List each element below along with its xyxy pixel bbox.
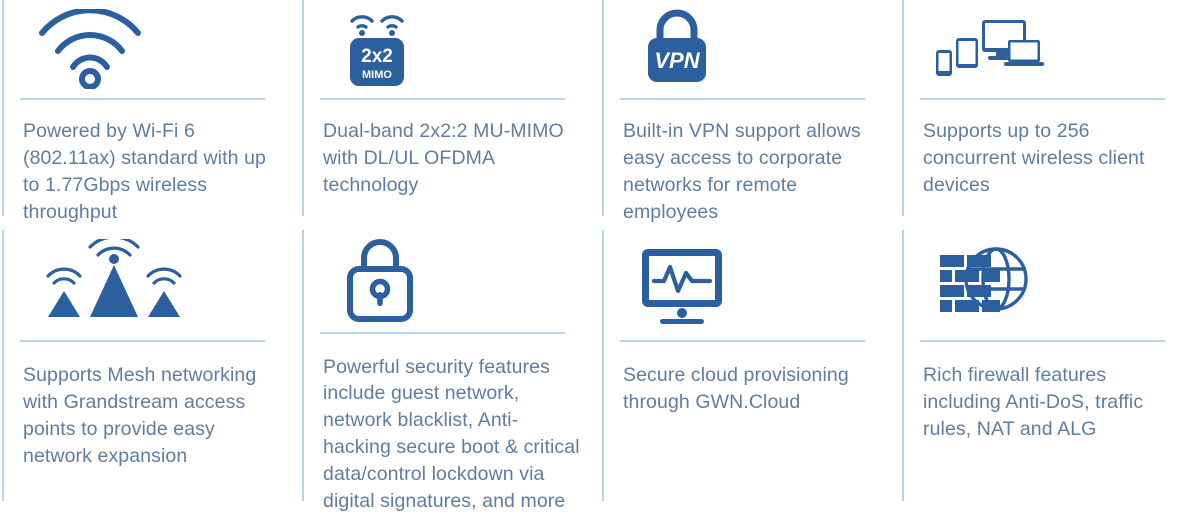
mimo-badge-bottom-label: MIMO (362, 69, 392, 81)
icon-container (920, 230, 1186, 340)
feature-card-wifi6 (0, 0, 300, 230)
padlock-icon (334, 233, 426, 329)
wifi-signal-icon (34, 9, 146, 89)
mimo-badge-top-label: 2x2 (361, 46, 393, 67)
feature-text: Secure cloud provisioning through GWN.Cloud (623, 364, 849, 413)
icon-container (20, 0, 286, 98)
feature-card-vpn (600, 0, 900, 230)
mimo-badge-icon (334, 6, 420, 92)
icon-container (620, 0, 886, 98)
feature-text: Powered by Wi-Fi 6 (802.11ax) standard with up to 1.77Gbps wireless throughput (23, 120, 266, 223)
mesh-network-icon (34, 239, 194, 331)
icon-container (620, 230, 886, 340)
icon-container (920, 0, 1186, 98)
icon-container (320, 230, 586, 332)
feature-card-firewall (900, 230, 1200, 515)
feature-text: Supports up to 256 concurrent wireless client devices (923, 120, 1145, 196)
feature-card-mimo (300, 0, 600, 230)
icon-container (20, 230, 286, 340)
firewall-globe-icon (934, 239, 1034, 331)
feature-text: Dual-band 2x2:2 MU-MIMO with DL/UL OFDMA technology (323, 120, 564, 196)
feature-card-cloud (600, 230, 900, 515)
feature-text: Supports Mesh networking with Grandstream access points to provide easy network expansion (23, 364, 257, 467)
feature-text: Rich firewall features including Anti-DoS, traffic rules, NAT and ALG (923, 364, 1144, 440)
vpn-lock-icon (634, 6, 720, 92)
feature-card-security (300, 230, 600, 515)
icon-container (320, 0, 586, 98)
feature-card-mesh (0, 230, 300, 515)
feature-card-clients (900, 0, 1200, 230)
monitor-pulse-icon (634, 241, 730, 329)
feature-text: Powerful security features include guest network, network blacklist, Anti-hacking secure boot & critical data/control lockdown via digital signatures, and more (323, 355, 580, 513)
feature-text: Built-in VPN support allows easy access to corporate networks for remote employees (623, 120, 861, 223)
vpn-badge-label: VPN (654, 48, 700, 73)
multi-device-icon (934, 12, 1044, 86)
